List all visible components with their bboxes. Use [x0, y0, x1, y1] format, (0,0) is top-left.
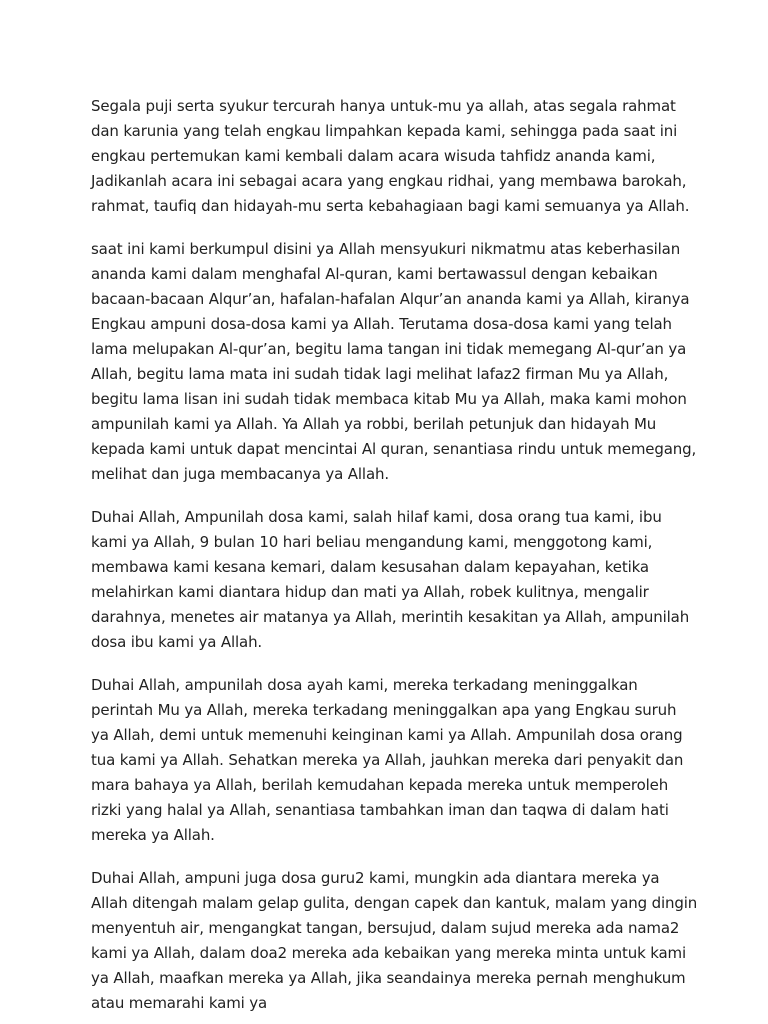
paragraph-3: Duhai Allah, Ampunilah dosa kami, salah hilaf kami, dosa orang tua kami, ibu kami ya Allah, 9 bulan 10 hari beliau mengandung kami, menggotong kami, membawa kami kesana kemari, dalam kesusahan dalam kepayahan, ketika melahirkan kami diantara hidup dan mati ya Allah, robek kulitnya, mengalir darahnya, menetes air matanya ya Allah, merintih kesakitan ya Allah, ampunilah dosa ibu kami ya Allah. [91, 508, 690, 651]
paragraph-5: Duhai Allah, ampuni juga dosa guru2 kami, mungkin ada diantara mereka ya Allah ditengah malam gelap gulita, dengan capek dan kantuk, malam yang dingin menyentuh air, mengangkat tangan, bersujud, dalam sujud mereka ada nama2 kami ya Allah, dalam doa2 mereka ada kebaikan yang mereka minta untuk kami ya Allah, maafkan mereka ya Allah, jika seandainya mereka pernah menghukum atau memarahi kami ya [91, 869, 698, 1012]
paragraph-2: saat ini kami berkumpul disini ya Allah mensyukuri nikmatmu atas keberhasilan ananda kami dalam menghafal Al-quran, kami bertawassul dengan kebaikan bacaan-bacaan Alqur’an, hafalan-hafalan Alqur’an ananda kami ya Allah, kiranya Engkau ampuni dosa-dosa kami ya Allah. Terutama dosa-dosa kami yang telah lama melupakan Al-qur’an, begitu lama tangan ini tidak memegang Al-qur’an ya Allah, begitu lama mata ini sudah tidak lagi melihat lafaz2 firman Mu ya Allah, begitu lama lisan ini sudah tidak membaca kitab Mu ya Allah, maka kami mohon ampunilah kami ya Allah. Ya Allah ya robbi, berilah petunjuk dan hidayah Mu kepada kami untuk dapat mencintai Al quran, senantiasa rindu untuk memegang, melihat dan juga membacanya ya Allah. [91, 240, 697, 483]
paragraph-4: Duhai Allah, ampunilah dosa ayah kami, mereka terkadang meninggalkan perintah Mu ya Allah, mereka terkadang meninggalkan apa yang Engkau suruh ya Allah, demi untuk memenuhi keinginan kami ya Allah. Ampunilah dosa orang tua kami ya Allah. Sehatkan mereka ya Allah, jauhkan mereka dari penyakit dan mara bahaya ya Allah, berilah kemudahan kepada mereka untuk memperoleh rizki yang halal ya Allah, senantiasa tambahkan iman dan taqwa di dalam hati mereka ya Allah. [91, 676, 684, 844]
paragraph-1: Segala puji serta syukur tercurah hanya untuk-mu ya allah, atas segala rahmat dan karunia yang telah engkau limpahkan kepada kami, sehingga pada saat ini engkau pertemukan kami kembali dalam acara wisuda tahfidz ananda kami, Jadikanlah acara ini sebagai acara yang engkau ridhai, yang membawa barokah, rahmat, taufiq dan hidayah-mu serta kebahagiaan bagi kami semuanya ya Allah. [91, 97, 690, 215]
